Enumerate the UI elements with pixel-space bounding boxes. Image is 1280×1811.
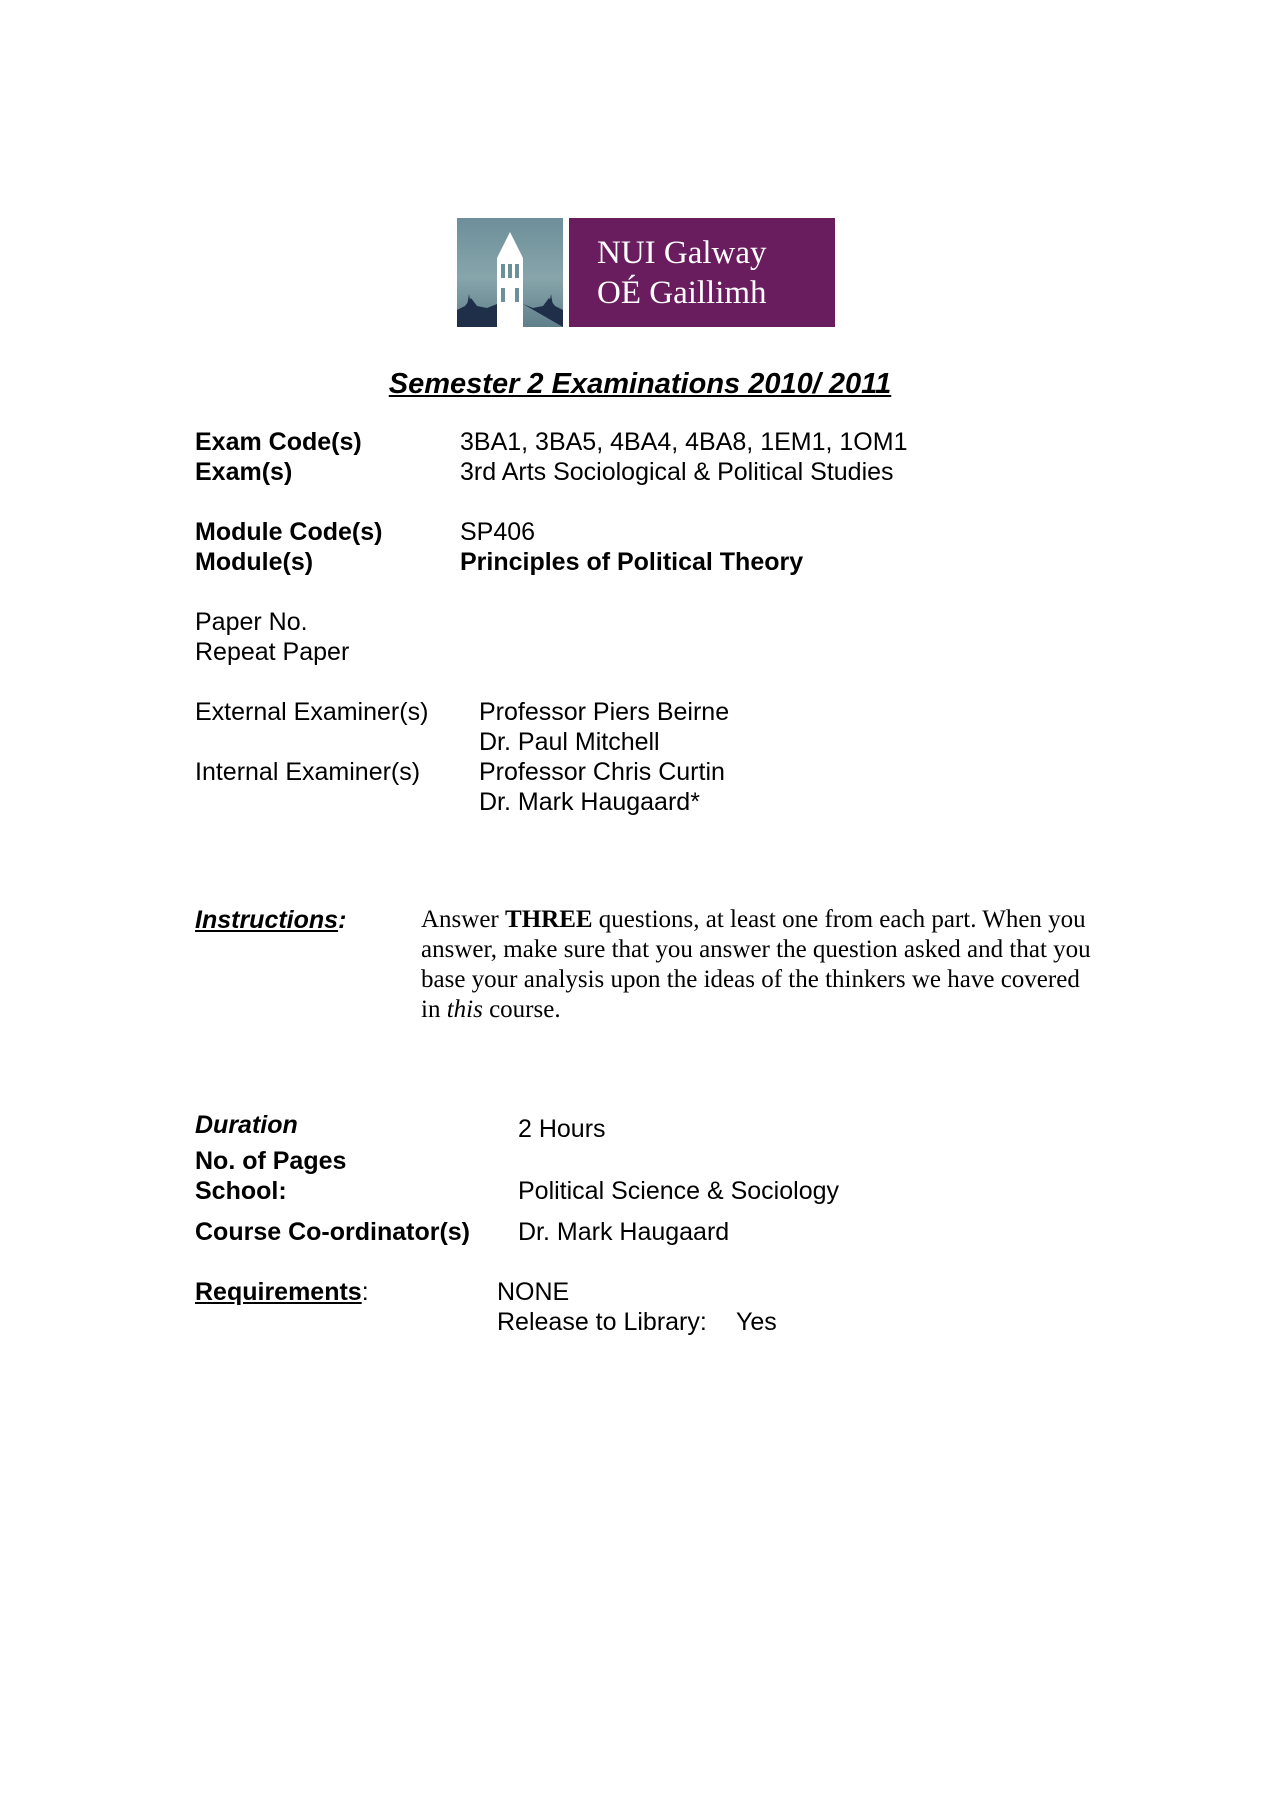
exam-codes-label: Exam Code(s)	[195, 428, 362, 456]
modules-label: Module(s)	[195, 548, 314, 576]
module-codes-value: SP406	[460, 518, 536, 546]
external-examiners-label: External Examiner(s)	[195, 698, 429, 726]
external-examiner-1: Professor Piers Beirne	[479, 698, 730, 726]
instructions-italic: this	[446, 996, 483, 1023]
instructions-text	[421, 905, 1091, 1025]
school-label: School:	[195, 1177, 287, 1205]
logo-line-2: OÉ Gaillimh	[597, 275, 767, 311]
repeat-paper-label: Repeat Paper	[195, 638, 350, 666]
exams-value: 3rd Arts Sociological & Political Studies	[460, 458, 894, 486]
course-coordinator-value: Dr. Mark Haugaard	[518, 1218, 730, 1246]
internal-examiner-1: Professor Chris Curtin	[479, 758, 725, 786]
requirements-colon: :	[361, 1278, 369, 1306]
requirements-label	[195, 1277, 369, 1307]
course-coordinator-label: Course Co-ordinator(s)	[195, 1218, 470, 1246]
instructions-colon: :	[338, 906, 347, 934]
module-codes-label: Module Code(s)	[195, 518, 383, 546]
external-examiner-2: Dr. Paul Mitchell	[479, 728, 660, 756]
duration-value: 2 Hours	[518, 1115, 606, 1143]
instructions-text-middle: questions, at least one from each part. When you answer, make sure that you answer the question asked and that you base your analysis upon the ideas of the thinkers we have covered in	[421, 906, 1091, 1023]
no-of-pages-label: No. of Pages	[195, 1147, 347, 1175]
internal-examiners-label: Internal Examiner(s)	[195, 758, 421, 786]
duration-label: Duration	[195, 1111, 298, 1139]
logo-line-1: NUI Galway	[597, 235, 767, 271]
school-value: Political Science & Sociology	[518, 1177, 839, 1205]
release-to-library-value: Yes	[736, 1308, 777, 1336]
exams-label: Exam(s)	[195, 458, 293, 486]
instructions-text-after: course.	[482, 996, 561, 1023]
instructions-label-text: Instructions	[195, 906, 339, 934]
page-title: Semester 2 Examinations 2010/ 2011	[388, 368, 892, 400]
university-logo	[457, 218, 835, 327]
logo-wordmark	[569, 218, 835, 327]
release-to-library-label: Release to Library:	[497, 1308, 707, 1336]
paper-no-label: Paper No.	[195, 608, 308, 636]
instructions-text-before: Answer	[421, 906, 506, 933]
requirements-value: NONE	[497, 1278, 570, 1306]
internal-examiner-2: Dr. Mark Haugaard*	[479, 788, 700, 816]
quadrangle-tower-icon	[457, 218, 563, 327]
requirements-label-text: Requirements	[195, 1278, 362, 1306]
instructions-label	[195, 905, 346, 935]
exam-codes-value: 3BA1, 3BA5, 4BA4, 4BA8, 1EM1, 1OM1	[460, 428, 908, 456]
instructions-emphasis: THREE	[505, 906, 593, 933]
modules-value: Principles of Political Theory	[460, 548, 804, 576]
